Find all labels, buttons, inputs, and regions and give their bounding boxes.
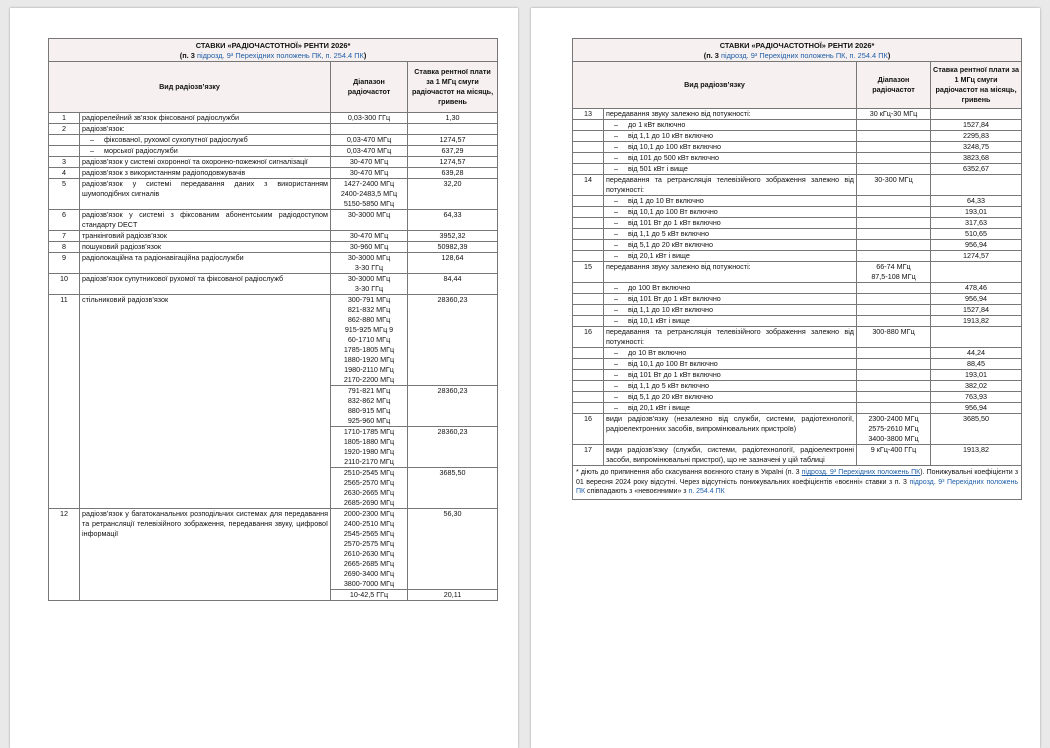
header-type: Вид радіозв’язку [49, 62, 331, 113]
table-row [573, 403, 1022, 414]
row-number [573, 283, 604, 294]
row-rate: 317,63 [931, 218, 1022, 229]
row-subitem-label: від 20,1 кВт і вище [628, 403, 690, 412]
footnote [573, 466, 1022, 500]
row-frequency: 2000-2300 МГц 2400-2510 МГц 2545-2565 МГц 2570-2575 МГц 2610-2630 МГц 2665-2685 МГц 2690-3400 МГц 3800-7000 МГц [331, 509, 408, 590]
row-frequency: 2510-2545 МГц 2565-2570 МГц 2630-2665 МГц 2685-2690 МГц [331, 468, 408, 509]
row-rate: 956,94 [931, 403, 1022, 414]
table-row [573, 109, 1022, 120]
row-frequency: 1710-1785 МГц 1805-1880 МГц 1920-1980 МГц 2110-2170 МГц [331, 427, 408, 468]
table-row [49, 509, 498, 590]
subtitle-suffix: ) [363, 51, 367, 60]
row-rate: 639,28 [408, 168, 498, 179]
row-name [604, 196, 857, 207]
header-type: Вид радіозв’язку [573, 62, 857, 109]
row-frequency [857, 240, 931, 251]
dash-marker: – [90, 135, 94, 144]
table-row [49, 135, 498, 146]
row-number [49, 146, 80, 157]
row-number [573, 316, 604, 327]
dash-marker: – [614, 348, 618, 357]
document-page-2 [531, 8, 1040, 748]
row-name [604, 207, 857, 218]
row-number: 15 [573, 262, 604, 283]
row-name [604, 294, 857, 305]
row-name: радіозв’язок супутникової рухомої та фіксованої радіослужб [80, 274, 331, 295]
row-frequency: 30-3000 МГц 3-30 ГГц [331, 274, 408, 295]
row-frequency [857, 392, 931, 403]
row-rate: 193,01 [931, 370, 1022, 381]
row-subitem-label: від 501 кВт і вище [628, 164, 688, 173]
dash-marker: – [614, 131, 618, 140]
row-number [573, 196, 604, 207]
row-subitem-label: від 1,1 до 10 кВт включно [628, 305, 713, 314]
header-rate: Ставка рентної плати за 1 МГц смуги радіочастот на місяць, гривень [931, 62, 1022, 109]
row-rate: 50982,39 [408, 242, 498, 253]
dash-marker: – [614, 218, 618, 227]
dash-marker: – [614, 153, 618, 162]
row-name [604, 240, 857, 251]
dash-marker: – [614, 370, 618, 379]
row-rate: 64,33 [408, 210, 498, 231]
row-name: радіозв’язок у системі передавання даних з використанням шумоподібних сигналів [80, 179, 331, 210]
row-number [573, 240, 604, 251]
footnote-link[interactable]: п. 254.4 ПК [688, 488, 725, 495]
row-frequency [857, 359, 931, 370]
row-name [604, 348, 857, 359]
row-subitem-label: від 20,1 кВт і вище [628, 251, 690, 260]
table-title-row [49, 39, 498, 62]
row-number: 3 [49, 157, 80, 168]
table-subtitle [51, 51, 495, 61]
row-number [573, 164, 604, 175]
table-subtitle [575, 51, 1019, 61]
row-name [604, 251, 857, 262]
row-frequency [331, 124, 408, 135]
row-rate: 88,45 [931, 359, 1022, 370]
row-subitem-label: від 1,1 до 5 кВт включно [628, 381, 709, 390]
row-number: 10 [49, 274, 80, 295]
table-row [573, 196, 1022, 207]
row-rate: 1913,82 [931, 445, 1022, 466]
footnote-text: ). Понижувальні коефіцієнти з 01 вересня 2024 року відсутні. Через відсутність понижувальних коефіцієнтів «воєнні» ставки з п. 3 [576, 469, 1019, 486]
row-rate [931, 109, 1022, 120]
row-name [604, 403, 857, 414]
dash-marker: – [614, 229, 618, 238]
row-subitem-label: до 10 Вт включно [628, 348, 687, 357]
row-rate: 3685,50 [931, 414, 1022, 445]
footnote-text: * діють до припинення або скасування воєнного стану в Україні (п. 3 [576, 469, 802, 476]
row-name [604, 142, 857, 153]
table-row [49, 157, 498, 168]
row-frequency: 0,03-470 МГц [331, 146, 408, 157]
row-name [604, 131, 857, 142]
row-rate: 193,01 [931, 207, 1022, 218]
row-rate: 28360,23 [408, 386, 498, 427]
row-rate: 3685,50 [408, 468, 498, 509]
row-number: 8 [49, 242, 80, 253]
row-name: радіорелейний зв’язок фіксованої радіослужби [80, 113, 331, 124]
row-name: передавання звуку залежно від потужності: [604, 262, 857, 283]
row-rate [931, 262, 1022, 283]
subtitle-prefix: (п. 3 [179, 51, 197, 60]
row-name [604, 370, 857, 381]
dash-marker: – [614, 359, 618, 368]
table-row [573, 240, 1022, 251]
table-row [49, 295, 498, 386]
row-name: види радіозв’язку (служби, системи, радіотехнології, радіоелектронні засоби, випромінювальні пристрої), що не зазначені у цій таблиці [604, 445, 857, 466]
table-row [49, 242, 498, 253]
column-header-row [573, 62, 1022, 109]
document-page-1 [10, 8, 518, 748]
row-frequency: 30-470 МГц [331, 157, 408, 168]
row-subitem-label: фіксованої, рухомої сухопутної радіослужб [104, 135, 248, 144]
row-rate [931, 175, 1022, 196]
table-row [49, 231, 498, 242]
table-row [573, 175, 1022, 196]
row-frequency [857, 207, 931, 218]
row-number: 14 [573, 175, 604, 196]
row-frequency: 30 кГц-30 МГц [857, 109, 931, 120]
header-rate: Ставка рентної плати за 1 МГц смуги радіочастот на місяць, гривень [408, 62, 498, 113]
row-number [573, 218, 604, 229]
row-frequency: 2300-2400 МГц 2575-2610 МГц 3400-3800 МГц [857, 414, 931, 445]
row-frequency: 9 кГц-400 ГГц [857, 445, 931, 466]
dash-marker: – [614, 251, 618, 260]
row-frequency [857, 316, 931, 327]
row-name: стільниковий радіозв’язок [80, 295, 331, 509]
row-frequency: 30-300 МГц [857, 175, 931, 196]
row-number: 11 [49, 295, 80, 509]
row-subitem-label: від 1,1 до 5 кВт включно [628, 229, 709, 238]
dash-marker: – [614, 207, 618, 216]
table-row [573, 120, 1022, 131]
row-number [573, 381, 604, 392]
row-rate: 56,30 [408, 509, 498, 590]
row-rate: 32,20 [408, 179, 498, 210]
rent-rates-table-part-1 [48, 38, 498, 601]
row-rate: 20,11 [408, 590, 498, 601]
table-row [49, 168, 498, 179]
row-number: 16 [573, 414, 604, 445]
row-rate: 64,33 [931, 196, 1022, 207]
dash-marker: – [614, 305, 618, 314]
row-rate: 1,30 [408, 113, 498, 124]
row-rate: 763,93 [931, 392, 1022, 403]
row-rate: 128,64 [408, 253, 498, 274]
table-row [49, 179, 498, 210]
table-title: СТАВКИ «РАДІОЧАСТОТНОЇ» РЕНТИ 2026* [719, 41, 875, 50]
row-rate: 1527,84 [931, 120, 1022, 131]
table-row [573, 294, 1022, 305]
rent-rates-table-part-2 [572, 38, 1022, 500]
table-row [573, 414, 1022, 445]
dash-marker: – [614, 240, 618, 249]
row-subitem-label: від 5,1 до 20 кВт включно [628, 392, 713, 401]
row-rate: 1274,57 [408, 135, 498, 146]
row-subitem-label: морської радіослужби [104, 146, 178, 155]
row-frequency: 0,03-470 МГц [331, 135, 408, 146]
table-row [573, 218, 1022, 229]
row-frequency [857, 120, 931, 131]
row-number [573, 229, 604, 240]
table-row [573, 327, 1022, 348]
row-rate [408, 124, 498, 135]
row-name [604, 359, 857, 370]
subtitle-suffix: ) [887, 51, 891, 60]
row-name: передавання звуку залежно від потужності: [604, 109, 857, 120]
table-row [573, 229, 1022, 240]
row-name [604, 305, 857, 316]
row-frequency [857, 403, 931, 414]
table-row [573, 153, 1022, 164]
table-row [573, 370, 1022, 381]
row-name [604, 392, 857, 403]
row-frequency [857, 153, 931, 164]
row-number [573, 142, 604, 153]
row-name [604, 381, 857, 392]
dash-marker: – [614, 392, 618, 401]
table-row [573, 164, 1022, 175]
row-subitem-label: від 10,1 до 100 кВт включно [628, 142, 721, 151]
row-number: 13 [573, 109, 604, 120]
dash-marker: – [614, 283, 618, 292]
row-name: види радіозв’язку (незалежно від служби, системи, радіотехнології, радіоелектронних засобів, випромінювальних пристроїв) [604, 414, 857, 445]
row-rate: 3823,68 [931, 153, 1022, 164]
row-rate: 956,94 [931, 294, 1022, 305]
row-name [604, 283, 857, 294]
row-name: радіозв’язок у системі з фіксованим абонентським радіодоступом стандарту DECT [80, 210, 331, 231]
row-rate: 1527,84 [931, 305, 1022, 316]
row-name [604, 229, 857, 240]
row-frequency [857, 229, 931, 240]
row-subitem-label: до 100 Вт включно [628, 283, 691, 292]
row-frequency [857, 283, 931, 294]
table-row [49, 124, 498, 135]
table-row [573, 348, 1022, 359]
row-frequency: 300-791 МГц 821-832 МГц 862-880 МГц 915-925 МГц 9 60-1710 МГц 1785-1805 МГц 1880-1920 МГц 1980-2110 МГц 2170-2200 МГц [331, 295, 408, 386]
table-row [573, 131, 1022, 142]
row-frequency: 1427-2400 МГц 2400-2483,5 МГц 5150-5850 МГц [331, 179, 408, 210]
row-rate: 3952,32 [408, 231, 498, 242]
row-rate: 1913,82 [931, 316, 1022, 327]
table-row [573, 262, 1022, 283]
row-rate: 1274,57 [408, 157, 498, 168]
row-number [573, 403, 604, 414]
row-number [573, 305, 604, 316]
row-subitem-label: від 101 Вт до 1 кВт включно [628, 218, 721, 227]
row-subitem-label: від 1 до 10 Вт включно [628, 196, 704, 205]
row-rate: 478,46 [931, 283, 1022, 294]
table-row [573, 381, 1022, 392]
table-row [573, 283, 1022, 294]
row-frequency [857, 294, 931, 305]
row-subitem-label: від 101 Вт до 1 кВт включно [628, 294, 721, 303]
row-subitem-label: від 101 до 500 кВт включно [628, 153, 719, 162]
row-number: 17 [573, 445, 604, 466]
table-row [573, 251, 1022, 262]
row-number: 6 [49, 210, 80, 231]
row-frequency [857, 305, 931, 316]
row-rate: 1274,57 [931, 251, 1022, 262]
row-number [573, 153, 604, 164]
dash-marker: – [614, 294, 618, 303]
dash-marker: – [614, 381, 618, 390]
table-row [573, 359, 1022, 370]
row-number: 7 [49, 231, 80, 242]
row-number [49, 135, 80, 146]
table-row [49, 146, 498, 157]
row-name: передавання та ретрансляція телевізійного зображення залежно від потужності: [604, 327, 857, 348]
header-freq: Діапазон радіочастот [857, 62, 931, 109]
subtitle-ref-link[interactable]: підрозд. 9³ Перехідних положень ПК, п. 254.4 ПК [720, 51, 888, 60]
row-number: 9 [49, 253, 80, 274]
row-number [573, 392, 604, 403]
row-frequency [857, 218, 931, 229]
row-rate: 3248,75 [931, 142, 1022, 153]
row-frequency: 791-821 МГц 832-862 МГц 880-915 МГц 925-960 МГц [331, 386, 408, 427]
row-number [573, 251, 604, 262]
row-subitem-label: від 101 Вт до 1 кВт включно [628, 370, 721, 379]
subtitle-prefix: (п. 3 [703, 51, 721, 60]
dash-marker: – [90, 146, 94, 155]
dash-marker: – [614, 316, 618, 325]
row-number [573, 359, 604, 370]
dash-marker: – [614, 142, 618, 151]
row-number: 2 [49, 124, 80, 135]
row-frequency [857, 381, 931, 392]
row-rate: 510,65 [931, 229, 1022, 240]
row-number: 12 [49, 509, 80, 601]
row-name: радіозв’язок у системі охоронної та охоронно-пожежної сигналізації [80, 157, 331, 168]
table-row [49, 274, 498, 295]
row-name: передавання та ретрансляція телевізійного зображення залежно від потужності: [604, 175, 857, 196]
row-rate: 2295,83 [931, 131, 1022, 142]
row-name [80, 146, 331, 157]
row-frequency: 0,03-300 ГГц [331, 113, 408, 124]
row-name: радіолокаційна та радіонавігаційна радіослужби [80, 253, 331, 274]
table-row [49, 113, 498, 124]
subtitle-ref-link[interactable]: підрозд. 9³ Перехідних положень ПК, п. 254.4 ПК [196, 51, 364, 60]
dash-marker: – [614, 403, 618, 412]
row-frequency: 30-470 МГц [331, 168, 408, 179]
row-frequency: 300-880 МГц [857, 327, 931, 348]
row-rate [931, 327, 1022, 348]
row-rate: 6352,67 [931, 164, 1022, 175]
row-frequency [857, 370, 931, 381]
row-frequency [857, 196, 931, 207]
row-name [80, 135, 331, 146]
row-subitem-label: від 10,1 до 100 Вт включно [628, 207, 718, 216]
row-frequency [857, 142, 931, 153]
row-subitem-label: до 1 кВт включно [628, 120, 686, 129]
row-name [604, 164, 857, 175]
row-name: радіозв’язок: [80, 124, 331, 135]
row-rate: 956,94 [931, 240, 1022, 251]
column-header-row [49, 62, 498, 113]
table-title: СТАВКИ «РАДІОЧАСТОТНОЇ» РЕНТИ 2026* [195, 41, 351, 50]
row-frequency [857, 251, 931, 262]
row-subitem-label: від 10,1 до 100 Вт включно [628, 359, 718, 368]
row-frequency: 10-42,5 ГГц [331, 590, 408, 601]
row-number: 4 [49, 168, 80, 179]
row-name [604, 218, 857, 229]
table-row [573, 445, 1022, 466]
table-row [573, 316, 1022, 327]
row-number [573, 131, 604, 142]
footnote-row [573, 466, 1022, 500]
footnote-link[interactable]: підрозд. 9³ Перехідних положень ПК [576, 478, 1019, 495]
footnote-text: співпадають з «невоєнними» з [585, 488, 689, 495]
row-number: 16 [573, 327, 604, 348]
header-freq: Діапазон радіочастот [331, 62, 408, 113]
row-rate: 28360,23 [408, 295, 498, 386]
row-frequency [857, 131, 931, 142]
row-name [604, 153, 857, 164]
row-number [573, 120, 604, 131]
row-rate: 44,24 [931, 348, 1022, 359]
table-title-row [573, 39, 1022, 62]
row-rate: 637,29 [408, 146, 498, 157]
row-name [604, 120, 857, 131]
table-row [573, 305, 1022, 316]
table-row [573, 392, 1022, 403]
row-frequency: 30-3000 МГц 3-30 ГГц [331, 253, 408, 274]
row-frequency [857, 348, 931, 359]
dash-marker: – [614, 120, 618, 129]
row-name: транкінговий радіозв’язок [80, 231, 331, 242]
table-row [573, 142, 1022, 153]
row-name: пошуковий радіозв’язок [80, 242, 331, 253]
row-frequency: 30-3000 МГц [331, 210, 408, 231]
table-row [49, 253, 498, 274]
row-number [573, 348, 604, 359]
row-number [573, 370, 604, 381]
table-row [49, 210, 498, 231]
row-name: радіозв’язок у багатоканальних розподільчих системах для передавання та ретрансляції телевізійного зображення, передавання звуку, цифрової інформації [80, 509, 331, 601]
row-name [604, 316, 857, 327]
row-rate: 28360,23 [408, 427, 498, 468]
row-frequency [857, 164, 931, 175]
row-name: радіозв’язок з використанням радіоподовжувачів [80, 168, 331, 179]
row-subitem-label: від 5,1 до 20 кВт включно [628, 240, 713, 249]
row-frequency: 66-74 МГц 87,5-108 МГц [857, 262, 931, 283]
table-row [573, 207, 1022, 218]
row-subitem-label: від 10,1 кВт і вище [628, 316, 690, 325]
row-frequency: 30-960 МГц [331, 242, 408, 253]
row-frequency: 30-470 МГц [331, 231, 408, 242]
row-number [573, 294, 604, 305]
row-number: 1 [49, 113, 80, 124]
row-number: 5 [49, 179, 80, 210]
footnote-link[interactable]: підрозд. 9³ Перехідних положень ПК [801, 469, 921, 476]
row-rate: 84,44 [408, 274, 498, 295]
row-rate: 382,02 [931, 381, 1022, 392]
row-subitem-label: від 1,1 до 10 кВт включно [628, 131, 713, 140]
row-number [573, 207, 604, 218]
dash-marker: – [614, 164, 618, 173]
dash-marker: – [614, 196, 618, 205]
